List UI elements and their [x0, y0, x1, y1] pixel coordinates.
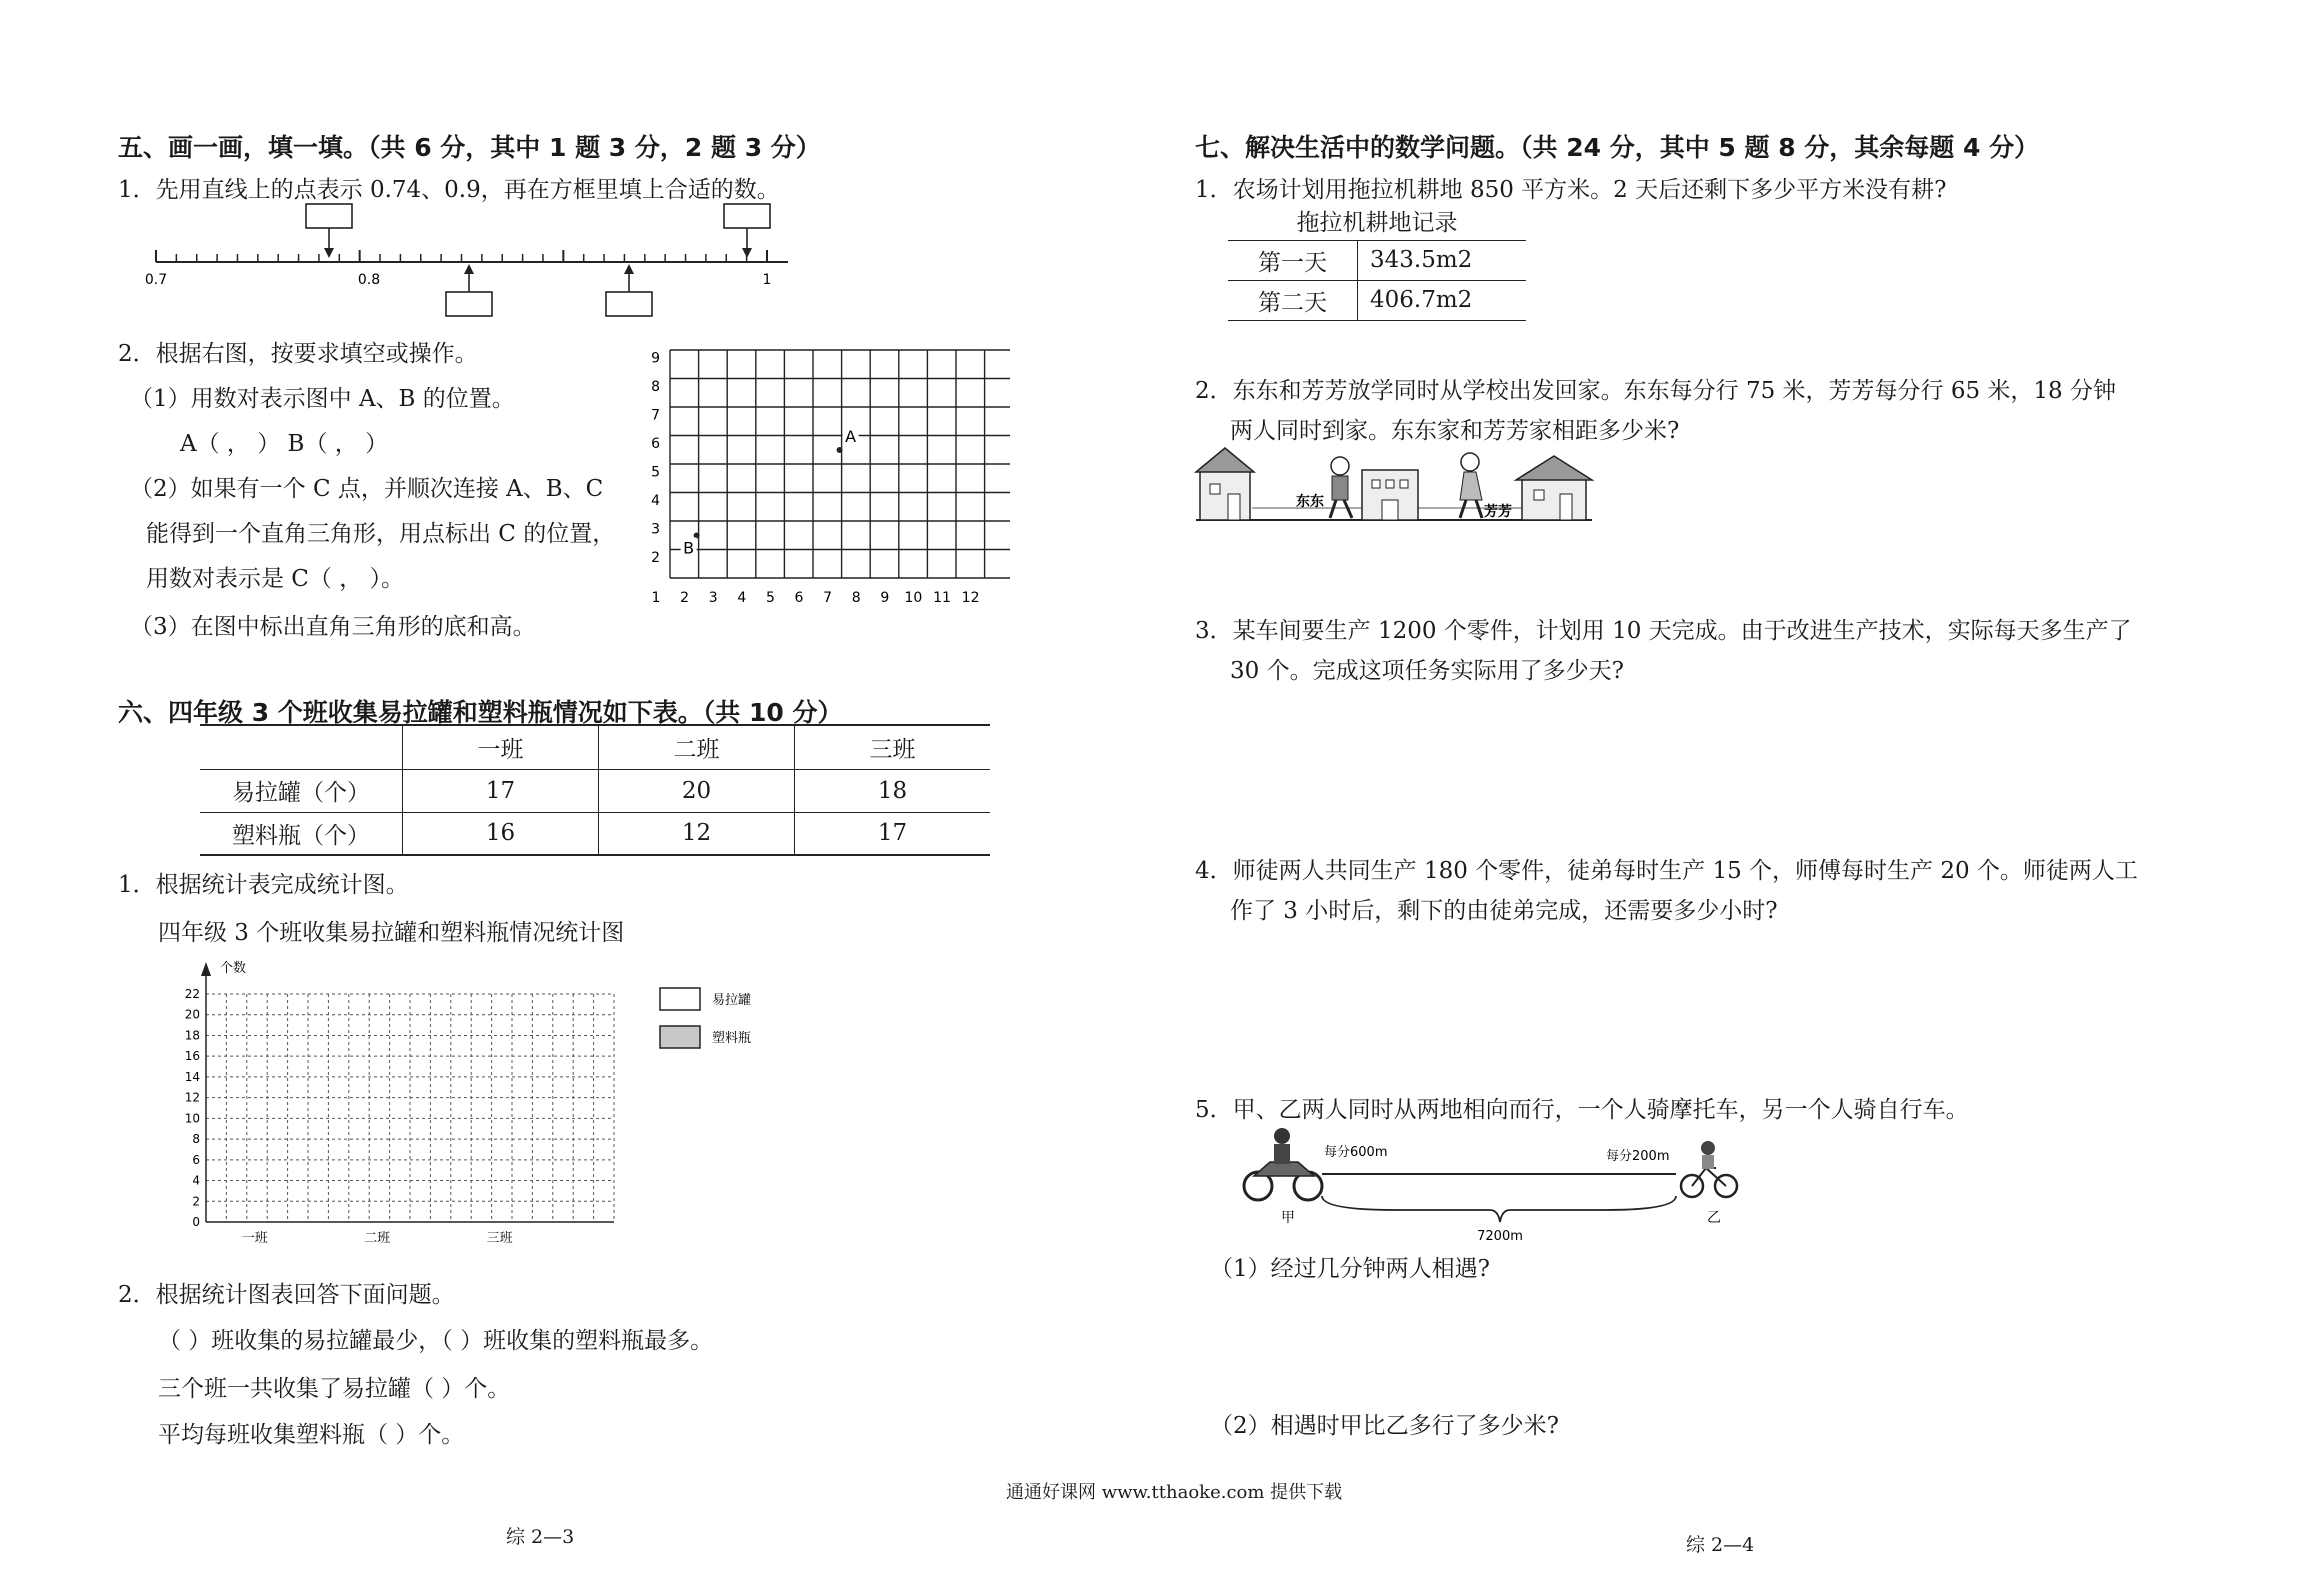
number-line-ticks: [156, 250, 767, 262]
grid-y-label: 4: [651, 493, 660, 509]
axis-arrow-icon: [201, 962, 211, 976]
chart-y-tick: 18: [184, 1028, 200, 1043]
bicycle-icon: [1681, 1141, 1737, 1197]
house-left-icon: [1196, 448, 1254, 520]
chart-y-tick: 4: [192, 1173, 200, 1188]
number-line-label: 0.8: [357, 272, 381, 288]
chart-category-label: 三班: [486, 1231, 513, 1246]
grid-x-label: 11: [933, 590, 951, 606]
s6-question-1: 1．根据统计表完成统计图。: [118, 872, 409, 898]
table-row: [200, 769, 990, 812]
motorcycle-icon: [1244, 1128, 1322, 1200]
grid-x-label: 7: [823, 590, 833, 606]
s5-question-2: 2．根据右图，按要求填空或操作。: [118, 341, 478, 367]
legend-label: 易拉罐: [712, 993, 752, 1008]
grid-x-label: 10: [904, 590, 923, 606]
distance-brace: [1322, 1196, 1676, 1222]
grid-y-label: 5: [651, 464, 660, 481]
s5-q2-part2-line1: （2）如果有一个 C 点，并顺次连接 A、B、C: [130, 476, 604, 502]
school-building-icon: [1362, 470, 1418, 520]
s7-question-2-line1: 2．东东和芳芳放学同时从学校出发回家。东东每分行 75 米，芳芳每分行 65 米，18 分钟: [1195, 378, 2116, 404]
table-cell: 易拉罐（个）: [200, 769, 403, 812]
section-6-title: 六、四年级 3 个班收集易拉罐和塑料瓶情况如下表。（共 10 分）: [118, 698, 843, 727]
arrow-up-icon: [464, 264, 474, 274]
grid-x-label: 12: [961, 590, 980, 606]
chart-y-tick: 2: [192, 1194, 200, 1209]
point-a-label: A: [845, 427, 857, 446]
table-header-cell: [200, 725, 403, 769]
number-line: [140, 200, 800, 320]
grid-x-labels: [652, 590, 980, 606]
table-row: [1228, 280, 1526, 320]
legend-swatch: [660, 1026, 700, 1048]
s7-question-5: 5．甲、乙两人同时从两地相向而行，一个人骑摩托车，另一个人骑自行车。: [1195, 1097, 1969, 1123]
walking-illustration: [1192, 440, 1602, 532]
table-cell: 16: [403, 812, 599, 855]
chart-y-tick: 20: [184, 1007, 200, 1022]
grid-x-label: 5: [765, 590, 775, 606]
grid-x-label: 9: [880, 590, 890, 606]
grid-lines: [670, 350, 1010, 578]
chart-category-label: 二班: [364, 1231, 391, 1246]
table-cell: 12: [599, 812, 795, 855]
chart-categories: [242, 1231, 513, 1246]
table-row: [200, 812, 990, 855]
table-cell: 塑料瓶（个）: [200, 812, 403, 855]
s7-question-2-line2: 两人同时到家。东东家和芳芳家相距多少米?: [1230, 418, 1680, 444]
s6-q2-line3: 平均每班收集塑料瓶（ ）个。: [158, 1422, 465, 1448]
table-cell: 17: [403, 769, 599, 812]
s7-question-4-line1: 4．师徒两人共同生产 180 个零件，徒弟每时生产 15 个，师傅每时生产 20 个。师徒两人工: [1195, 858, 2138, 884]
answer-box-top-2[interactable]: [724, 204, 770, 228]
grid-y-label: 3: [651, 521, 660, 538]
statistics-chart: [170, 958, 800, 1258]
grid-y-label: 6: [651, 436, 660, 452]
s5-q2-part2-line2: 能得到一个直角三角形，用点标出 C 的位置，: [146, 521, 616, 547]
collection-table: [200, 724, 990, 856]
tractor-record-table: [1228, 202, 1526, 321]
answer-box-bottom-2[interactable]: [606, 292, 652, 316]
chart-y-tick: 0: [192, 1215, 200, 1229]
riding-illustration: [1236, 1118, 1756, 1243]
s6-q2-line2: 三个班一共收集了易拉罐（ ）个。: [158, 1376, 511, 1402]
section-7-title: 七、解决生活中的数学问题。（共 24 分，其中 5 题 8 分，其余每题 4 分）: [1195, 133, 2040, 162]
chart-y-tick: 22: [184, 987, 200, 1001]
answer-box-bottom-1[interactable]: [446, 292, 492, 316]
grid-x-label: 2: [680, 590, 690, 606]
s6-chart-caption: 四年级 3 个班收集易拉罐和塑料瓶情况统计图: [158, 920, 625, 946]
coordinate-grid: [640, 342, 1010, 612]
s7-q5-part1: （1）经过几分钟两人相遇?: [1210, 1256, 1490, 1282]
footer-source: 通通好课网 www.tthaoke.com 提供下载: [1006, 1482, 1343, 1503]
table-row: [1228, 240, 1526, 280]
s7-question-1: 1．农场计划用拖拉机耕地 850 平方米。2 天后还剩下多少平方米没有耕?: [1195, 177, 1947, 203]
point-b-label: B: [683, 538, 695, 558]
s5-q2-part3: （3）在图中标出直角三角形的底和高。: [130, 614, 536, 640]
chart-grid: [201, 960, 614, 1222]
grid-y-labels: [651, 351, 660, 567]
speed-a-label: 每分600m: [1324, 1145, 1388, 1160]
chart-y-tick: 14: [184, 1069, 200, 1084]
table-cell: 406.7m2: [1370, 287, 1473, 313]
distance-label: 7200m: [1477, 1229, 1523, 1243]
grid-y-label: 7: [651, 407, 660, 424]
point-a: [837, 447, 843, 453]
rider-a-label: 甲: [1281, 1210, 1295, 1226]
s7-question-3-line2: 30 个。完成这项任务实际用了多少天?: [1230, 658, 1624, 684]
number-line-label: 0.7: [144, 272, 168, 288]
table-cell: 18: [877, 777, 908, 804]
section-5-title: 五、画一画，填一填。（共 6 分，其中 1 题 3 分，2 题 3 分）: [118, 133, 821, 162]
page-number-left: 综 2—3: [506, 1526, 575, 1548]
arrow-down-icon: [324, 248, 334, 258]
table-cell: 17: [877, 820, 908, 847]
s7-q5-part2: （2）相遇时甲比乙多行了多少米?: [1210, 1413, 1559, 1439]
tractor-table-title: 拖拉机耕地记录: [1296, 210, 1458, 237]
s5-question-1: 1．先用直线上的点表示 0.74、0.9，再在方框里填上合适的数。: [118, 177, 780, 203]
chart-y-label: 个数: [220, 961, 247, 976]
walker-left-label: 东东: [1296, 494, 1324, 510]
number-line-label: 1: [762, 272, 772, 288]
s5-q2-part2-line3: 用数对表示是 C（ ， ）。: [146, 566, 405, 592]
chart-y-tick: 16: [184, 1049, 200, 1064]
house-right-icon: [1516, 456, 1592, 520]
chart-y-tick: 8: [192, 1132, 200, 1147]
grid-x-label: 6: [794, 590, 804, 606]
legend-swatch: [660, 988, 700, 1010]
answer-box-top-1[interactable]: [306, 204, 352, 228]
speed-b-label: 每分200m: [1606, 1149, 1670, 1164]
table-cell: 20: [599, 769, 795, 812]
s6-question-2: 2．根据统计图表回答下面问题。: [118, 1282, 455, 1308]
table-cell: 第一天: [1228, 240, 1358, 280]
chart-y-ticks: [185, 987, 200, 1229]
s5-q2-part1: （1）用数对表示图中 A、B 的位置。: [130, 386, 515, 412]
rider-b-label: 乙: [1707, 1210, 1721, 1226]
s6-q2-line1: （ ）班收集的易拉罐最少，（ ）班收集的塑料瓶最多。: [158, 1328, 714, 1354]
arrow-down-icon: [742, 248, 752, 258]
table-cell: 第二天: [1228, 280, 1358, 320]
grid-x-label: 3: [708, 590, 718, 606]
grid-y-label: 8: [651, 379, 660, 395]
arrow-up-icon: [624, 264, 634, 274]
s5-q2-part1-blanks: A（ ， ） B（ ， ）: [180, 431, 389, 457]
walker-right-label: 芳芳: [1484, 504, 1512, 520]
boy-walking-icon: [1330, 457, 1352, 518]
legend-label: 塑料瓶: [712, 1031, 752, 1046]
chart-y-tick: 12: [184, 1090, 200, 1105]
grid-x-label: 1: [651, 590, 661, 606]
chart-y-tick: 6: [192, 1152, 200, 1167]
chart-category-label: 一班: [241, 1231, 268, 1246]
table-header-cell: 二班: [599, 725, 795, 769]
grid-x-label: 8: [851, 590, 861, 606]
table-header-cell: 一班: [403, 725, 599, 769]
page-number-right: 综 2—4: [1686, 1534, 1755, 1556]
table-header-cell: 三班: [869, 736, 916, 763]
grid-y-label: 2: [651, 550, 660, 566]
table-cell: 343.5m2: [1370, 247, 1473, 273]
chart-legend: [660, 988, 751, 1048]
grid-y-label: 9: [651, 350, 660, 367]
chart-y-tick: 10: [184, 1111, 200, 1126]
s7-question-4-line2: 作了 3 小时后，剩下的由徒弟完成，还需要多少小时?: [1230, 898, 1778, 924]
s7-question-3-line1: 3．某车间要生产 1200 个零件，计划用 10 天完成。由于改进生产技术，实际每天多生产了: [1195, 618, 2132, 644]
grid-points: [681, 426, 859, 558]
grid-x-label: 4: [737, 590, 747, 606]
